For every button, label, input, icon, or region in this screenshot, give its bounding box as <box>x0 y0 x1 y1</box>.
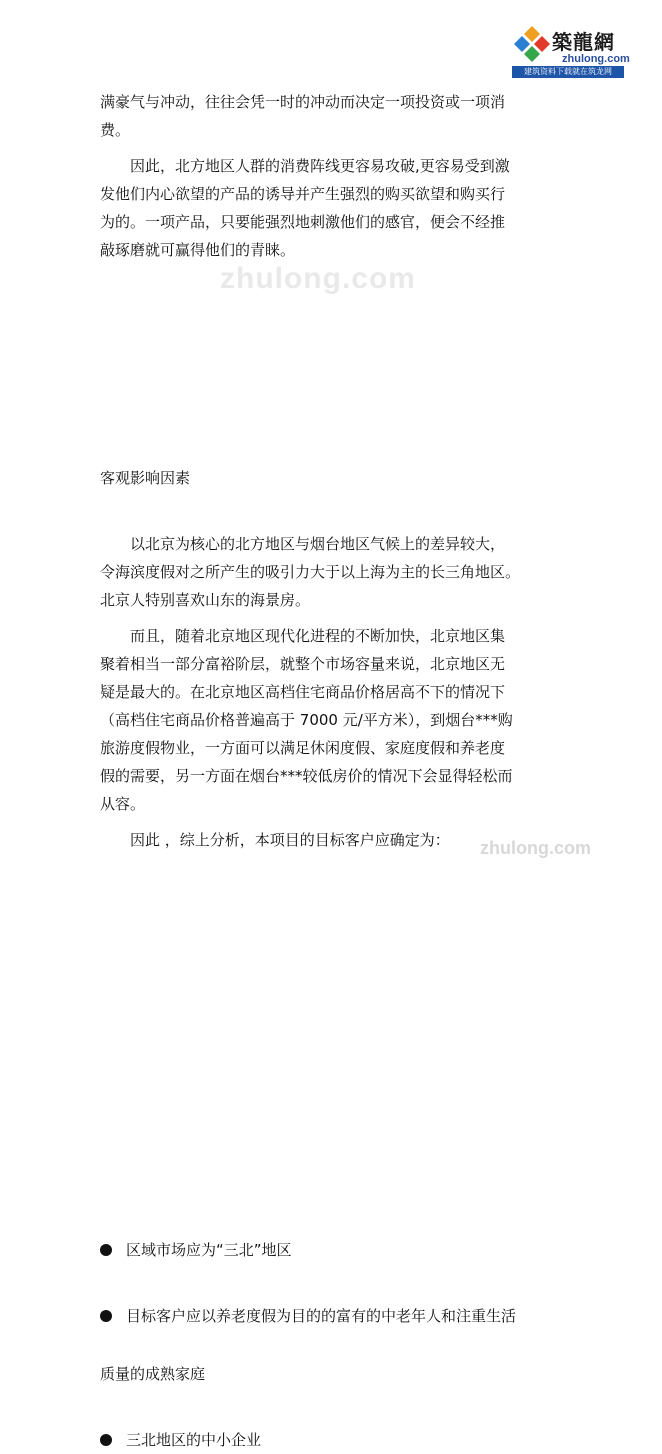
logo-domain: zhulong.com <box>562 53 630 65</box>
logo-mark-icon <box>512 24 552 64</box>
paragraph-line: 北京人特别喜欢山东的海景房。 <box>100 591 311 609</box>
paragraph-line: （高档住宅商品价格普遍高于 7000 元/平方米），到烟台***购 <box>100 711 513 729</box>
paragraph-line: 因此 ，综上分析，本项目的目标客户应确定为： <box>130 831 450 849</box>
bullet-text: 三北地区的中小企业 <box>126 1431 262 1449</box>
paragraph-line: 假的需要，另一方面在烟台***较低房价的情况下会显得轻松而 <box>100 767 513 785</box>
bullet-text: 目标客户应以养老度假为目的的富有的中老年人和注重生活 <box>126 1307 517 1325</box>
paragraph-line: 疑是最大的。在北京地区高档住宅商品价格居高不下的情况下 <box>100 683 506 701</box>
paragraph-line: 发他们内心欲望的产品的诱导并产生强烈的购买欲望和购买行 <box>100 185 506 203</box>
logo-name: 築龍網 <box>552 30 615 54</box>
zhulong-logo <box>512 24 628 78</box>
bullet-continuation <box>100 1360 662 1388</box>
paragraph-line: 旅游度假物业，一方面可以满足休闲度假、家庭度假和养老度 <box>100 739 506 757</box>
bullet-dot-icon <box>100 1310 112 1322</box>
paragraph-line: 满豪气与冲动，往往会凭一时的冲动而决定一项投资或一项消 <box>100 93 506 111</box>
bullet-item <box>100 1302 662 1330</box>
bullet-item <box>100 1236 662 1264</box>
logo-slogan: 建筑资料下载就在筑龙网 <box>512 66 624 78</box>
paragraph-line: 以北京为核心的北方地区与烟台地区气候上的差异较大， <box>130 535 506 553</box>
intro-block <box>100 88 560 264</box>
paragraph-line: 从容。 <box>100 795 146 813</box>
bullet-text: 质量的成熟家庭 <box>100 1365 206 1383</box>
paragraph-line: 敲琢磨就可赢得他们的青睐。 <box>100 241 296 259</box>
paragraph-line: 费。 <box>100 121 131 139</box>
section-block <box>100 530 560 854</box>
bullet-dot-icon <box>100 1434 112 1446</box>
paragraph-line: 而且，随着北京地区现代化进程的不断加快，北京地区集 <box>130 627 506 645</box>
paragraph-line: 因此，北方地区人群的消费阵线更容易攻破,更容易受到激 <box>130 157 510 175</box>
bullet-item <box>100 1426 662 1454</box>
watermark-bottom: zhulong.com <box>480 838 591 858</box>
paragraph-line: 聚着相当一部分富裕阶层，就整个市场容量来说，北京地区无 <box>100 655 506 673</box>
section-heading: 客观影响因素 <box>100 469 191 487</box>
bullet-dot-icon <box>100 1244 112 1256</box>
watermark-center: zhulong.com <box>220 262 416 295</box>
paragraph-line: 为的。一项产品，只要能强烈地刺激他们的感官，便会不经推 <box>100 213 506 231</box>
bullet-text: 区域市场应为“三北”地区 <box>126 1241 292 1259</box>
paragraph-line: 令海滨度假对之所产生的吸引力大于以上海为主的长三角地区。 <box>100 563 521 581</box>
